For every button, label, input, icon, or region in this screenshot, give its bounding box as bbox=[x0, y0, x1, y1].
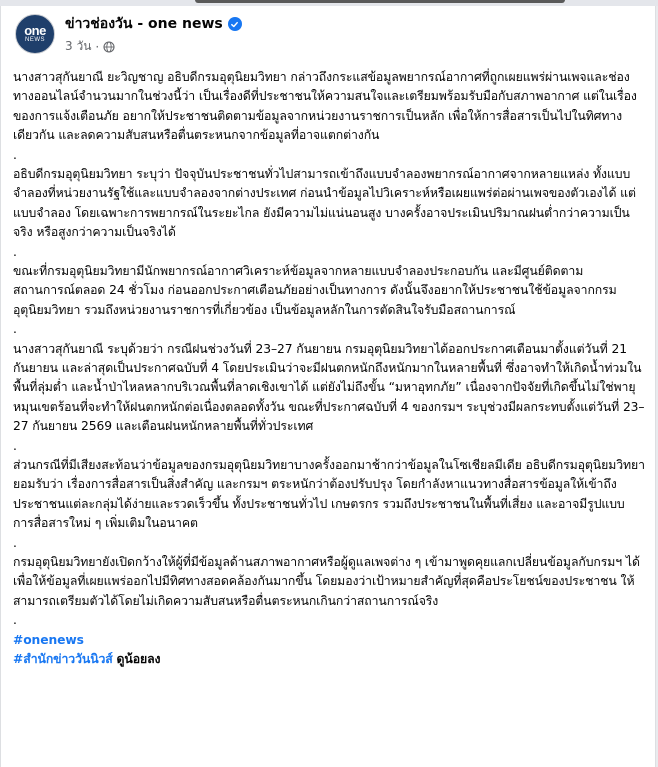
post-paragraph: ส่วนกรณีที่มีเสียงสะท้อนว่าข้อมูลของกรมอุตุนิยมวิทยาบางครั้งออกมาช้ากว่าข้อมูลในโซเชียลมีเดีย อธิบดีกรมอุตุนิยมวิทยายอมรับว่า เรื่องการสื่อสารเป็นสิ่งสำคัญ และกรมฯ ตระหนักว่าต้องปรับปรุง โดยกำลังหาแนวทางสื่อสารข้อมูลให้เข้าถึงประชาชนแต่ละกลุ่มได้ง่ายและรวดเร็วขึ้น ทั้งประชาชนทั่วไป เกษตรกร รวมถึงประชาชนในพื้นที่เสี่ยง และอาจมีรูปแบบการสื่อสารใหม่ ๆ เพิ่มเติมในอนาคต bbox=[13, 458, 645, 531]
paragraph-separator: . bbox=[13, 535, 17, 550]
verified-badge-icon bbox=[228, 17, 242, 31]
post-paragraph: ขณะที่กรมอุตุนิยมวิทยามีนักพยากรณ์อากาศวิเคราะห์ข้อมูลจากหลายแบบจำลองประกอบกัน และมีศูนย์ติดตามสถานการณ์ตลอด 24 ชั่วโมง ก่อนออกประกาศเตือนภัยอย่างเป็นทางการ ดังนั้นจึงอยากให้ประชาชนใช้ข้อมูลจากกรมอุตุนิยมวิทยา รวมถึงหน่วยงานราชการที่เกี่ยวข้อง เป็นข้อมูลหลักในการตัดสินใจรับมือสถานการณ์ bbox=[13, 264, 617, 317]
post-body bbox=[13, 68, 645, 670]
hashtag-link[interactable]: #สำนักข่าววันนิวส์ bbox=[13, 652, 113, 667]
top-bar-accent bbox=[195, 0, 565, 3]
post-timestamp[interactable]: 3 วัน bbox=[65, 39, 92, 53]
globe-icon[interactable] bbox=[103, 41, 115, 53]
paragraph-separator: . bbox=[13, 438, 17, 453]
paragraph-separator: . bbox=[13, 244, 17, 259]
paragraph-separator: . bbox=[13, 147, 17, 162]
avatar-logo-subtext: NEWS bbox=[25, 36, 45, 43]
post-paragraph: กรมอุตุนิยมวิทยายังเปิดกว้างให้ผู้ที่มีข้อมูลด้านสภาพอากาศหรือผู้ดูแลเพจต่าง ๆ เข้ามาพูดคุยแลกเปลี่ยนข้อมูลกับกรมฯ ได้ เพื่อให้ข้อมูลที่เผยแพร่ออกไปมีทิศทางสอดคล้องกันมากขึ้น โดยมองว่าเป้าหมายสำคัญที่สุดคือประโยชน์ของประชาชน ให้สามารถเตรียมตัวได้โดยไม่เกิดความสับสนหรือตื่นตระหนกเกินกว่าสถานการณ์จริง bbox=[13, 555, 644, 608]
page-name-link[interactable]: ข่าวช่องวัน - one news bbox=[65, 16, 223, 32]
post-subline bbox=[65, 37, 242, 56]
avatar-logo-text: one bbox=[24, 22, 46, 38]
see-less-link[interactable]: ดูน้อยลง bbox=[116, 652, 161, 667]
post-paragraph: นางสาวสุกันยาณี ระบุด้วยว่า กรณีฝนช่วงวันที่ 23–27 กันยายน กรมอุตุนิยมวิทยาได้ออกประกาศเตือนมาตั้งแต่วันที่ 21 กันยายน และล่าสุดเป็นประกาศฉบับที่ 4 โดยประเมินว่าจะมีฝนตกหนักถึงหนักมากในหลายพื้นที่ ซึ่งอาจทำให้เกิดน้ำท่วมในพื้นที่ลุ่มต่ำ และน้ำป่าไหลหลากบริเวณพื้นที่ลาดเชิงเขาได้ แต่ยังไม่ถึงขั้น “มหาอุทกภัย” เนื่องจากปัจจัยที่เกิดขึ้นไม่ใช่พายุหมุนเขตร้อนที่จะทำให้ฝนตกหนักต่อเนื่องตลอดทั้งวัน ขณะที่ประกาศฉบับที่ 4 ของกรมฯ ระบุช่วงมีผลกระทบตั้งแต่วันที่ 23–27 กันยายน 2569 และเตือนฝนหนักหลายพื้นที่ทั่วประเทศ bbox=[13, 341, 645, 434]
hashtag-link[interactable]: #onenews bbox=[13, 632, 84, 647]
post-meta bbox=[65, 14, 242, 56]
paragraph-separator: . bbox=[13, 322, 17, 337]
hashtag-line bbox=[13, 631, 645, 650]
page-name-row bbox=[65, 14, 242, 34]
hashtag-line bbox=[13, 650, 645, 669]
post-paragraph: อธิบดีกรมอุตุนิยมวิทยา ระบุว่า ปัจจุบันประชาชนทั่วไปสามารถเข้าถึงแบบจำลองพยากรณ์อากาศจากหลายแหล่ง ทั้งแบบจำลองที่หน่วยงานรัฐใช้และแบบจำลองจากต่างประเทศ ก่อนนำข้อมูลไปวิเคราะห์หรือเผยแพร่ต่อผ่านเพจของตัวเองได้ แต่แบบจำลอง โดยเฉพาะการพยากรณ์ในระยะไกล ยังมีความไม่แน่นอนสูง บางครั้งอาจประเมินปริมาณฝนต่ำกว่าความเป็นจริง หรือสูงกว่าความเป็นจริงได้ bbox=[13, 167, 636, 240]
paragraph-separator: . bbox=[13, 613, 17, 628]
meta-dot: · bbox=[95, 39, 100, 54]
post-card bbox=[0, 6, 656, 767]
post-paragraph: นางสาวสุกันยาณี ยะวิญชาญ อธิบดีกรมอุตุนิยมวิทยา กล่าวถึงกระแสข้อมูลพยากรณ์อากาศที่ถูกเผยแพร่ผ่านเพจและช่องทางออนไลน์จำนวนมากในช่วงนี้ว่า เป็นเรื่องดีที่ประชาชนให้ความสนใจและเตรียมพร้อมรับมือกับสภาพอากาศ แต่ในเรื่องของการแจ้งเตือนภัย อยากให้ประชาชนติดตามข้อมูลจากหน่วยงานราชการเป็นหลัก เพื่อให้การสื่อสารเป็นไปในทิศทางเดียวกัน และลดความสับสนหรือตื่นตระหนกจากข้อมูลที่อาจแตกต่างกัน bbox=[13, 70, 637, 143]
post-header bbox=[15, 14, 242, 60]
avatar[interactable] bbox=[15, 14, 55, 54]
